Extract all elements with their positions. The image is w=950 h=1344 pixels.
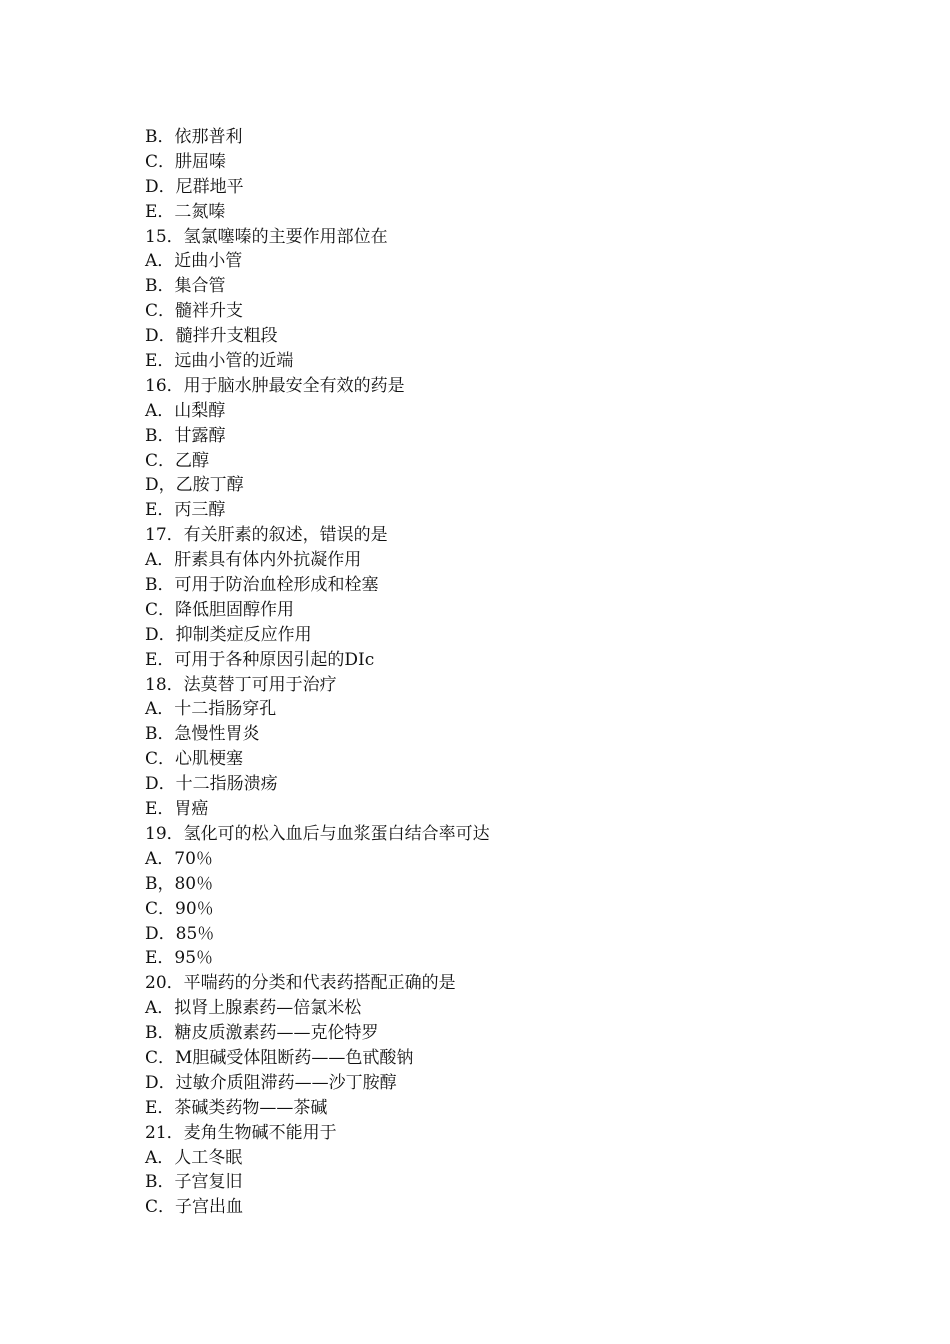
option-line: B．可用于防治血栓形成和栓塞	[145, 575, 379, 596]
option-line: E．95％	[145, 948, 214, 969]
option-line: C．子宫出血	[145, 1197, 244, 1218]
option-line: E．丙三醇	[145, 500, 226, 521]
option-line: E．可用于各种原因引起的DIc	[145, 649, 375, 670]
option-line: E．远曲小管的近端	[145, 351, 294, 372]
option-line: C．心肌梗塞	[145, 749, 244, 770]
option-line: C．降低胆固醇作用	[145, 599, 295, 620]
question-line: 17．有关肝素的叙述，错误的是	[145, 525, 388, 546]
question-line: 15．氢氯噻嗪的主要作用部位在	[145, 226, 388, 247]
option-line: D，乙胺丁醇	[145, 475, 244, 496]
option-line: B．集合管	[145, 276, 226, 297]
question-line: 16．用于脑水肿最安全有效的药是	[145, 375, 405, 396]
option-line: E．茶碱类药物——茶碱	[145, 1097, 328, 1118]
option-line: A．十二指肠穿孔	[145, 699, 277, 720]
option-line: C．M胆碱受体阻断药——色甙酸钠	[145, 1047, 414, 1068]
option-line: B．糖皮质激素药——克伦特罗	[145, 1023, 379, 1044]
option-line: E．胃癌	[145, 799, 209, 820]
option-line: B．子宫复旧	[145, 1172, 243, 1193]
option-line: C．肼屈嗪	[145, 151, 227, 172]
question-list	[145, 125, 845, 1220]
option-line: A．近曲小管	[145, 251, 243, 272]
option-line: D．十二指肠溃疡	[145, 774, 278, 795]
option-line: B．甘露醇	[145, 425, 226, 446]
option-line: D．85％	[145, 923, 215, 944]
question-line: 19．氢化可的松入血后与血浆蛋白结合率可达	[145, 823, 490, 844]
option-line: B．依那普利	[145, 127, 243, 147]
option-line: A．人工冬眠	[145, 1147, 243, 1168]
option-line: C．髓袢升支	[145, 301, 244, 322]
option-line: A．山梨醇	[145, 400, 226, 421]
question-line: 18．法莫替丁可用于治疗	[145, 674, 337, 695]
question-line: 20．平喘药的分类和代表药搭配正确的是	[145, 973, 456, 994]
option-line: B，80％	[145, 873, 214, 894]
option-line: A．肝素具有体内外抗凝作用	[145, 550, 362, 571]
option-line: D．抑制类症反应作用	[145, 624, 312, 645]
option-line: C．90％	[145, 898, 214, 919]
option-line: D．髓拌升支粗段	[145, 326, 278, 347]
option-line: C．乙醇	[145, 450, 210, 471]
option-line: D．过敏介质阻滞药——沙丁胺醇	[145, 1072, 397, 1093]
option-line: D．尼群地平	[145, 176, 244, 197]
option-line: A．拟肾上腺素药—倍氯米松	[145, 998, 362, 1019]
option-line: A．70％	[145, 848, 213, 869]
option-line: B．急慢性胃炎	[145, 724, 260, 745]
option-line: E．二氮嗪	[145, 201, 226, 222]
question-line: 21．麦角生物碱不能用于	[145, 1122, 337, 1143]
